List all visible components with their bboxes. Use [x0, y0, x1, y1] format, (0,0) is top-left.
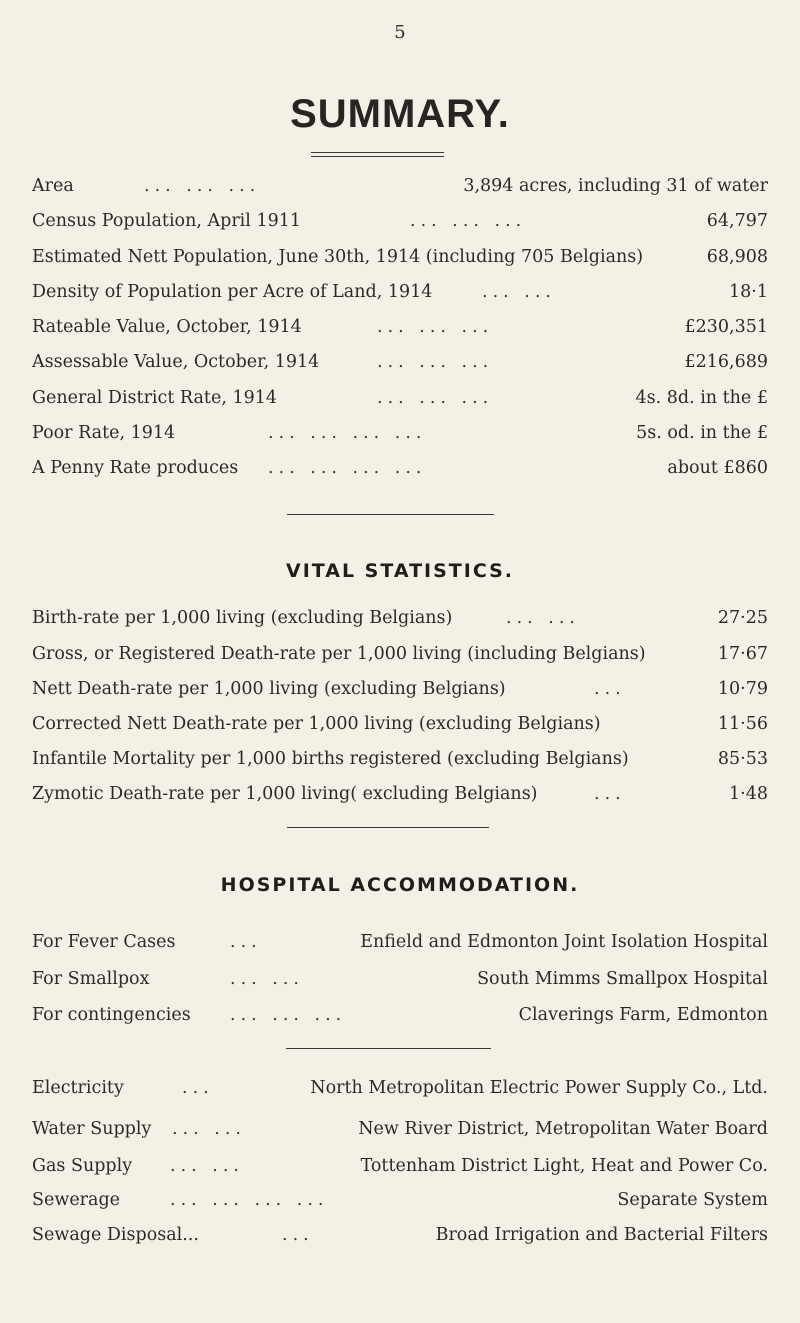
row-leader-dots: ... ... ... [377, 388, 494, 408]
row-label: General District Rate, 1914 [32, 388, 277, 408]
row-label: Density of Population per Acre of Land, 1914 [32, 282, 433, 302]
row-value: 85·53 [717, 749, 768, 769]
row-leader-dots: ... [282, 1225, 314, 1245]
row-value: 4s. 8d. in the £ [635, 388, 768, 408]
row-label: Electricity [32, 1078, 124, 1098]
summary-row-census-population [32, 207, 768, 235]
row-label: Infantile Mortality per 1,000 births registered (excluding Belgians) [32, 749, 629, 769]
row-value: 68,908 [706, 247, 768, 267]
row-value: Claverings Farm, Edmonton [518, 1005, 768, 1025]
row-leader-dots: ... ... [170, 1156, 244, 1176]
service-row-electricity [32, 1074, 768, 1102]
row-value: £216,689 [684, 352, 768, 372]
row-label: Gas Supply [32, 1156, 133, 1176]
vital-row-gross-death-rate [32, 640, 768, 668]
row-leader-dots: ... ... ... [144, 176, 261, 196]
row-value: £230,351 [684, 317, 768, 337]
summary-row-estimated-population [32, 243, 768, 271]
row-leader-dots: ... [230, 932, 262, 952]
row-value: Broad Irrigation and Bacterial Filters [435, 1225, 768, 1245]
row-leader-dots: ... ... ... [410, 211, 527, 231]
service-row-sewage-disposal [32, 1221, 768, 1249]
hospital-row-fever-cases [32, 928, 768, 956]
row-value: 10·79 [717, 679, 768, 699]
row-label: Zymotic Death-rate per 1,000 living( excluding Belgians) [32, 784, 538, 804]
row-value: 27·25 [717, 608, 768, 628]
row-label: Estimated Nett Population, June 30th, 1914 (including 705 Belgians) [32, 247, 644, 267]
row-leader-dots: ... [182, 1078, 214, 1098]
row-label: Sewage Disposal... [32, 1225, 199, 1245]
hospital-accommodation-heading: HOSPITAL ACCOMMODATION. [220, 874, 580, 896]
row-leader-dots: ... [594, 784, 626, 804]
row-leader-dots: ... ... ... [230, 1005, 347, 1025]
summary-row-poor-rate [32, 419, 768, 447]
row-value: 17·67 [717, 644, 768, 664]
section-divider [287, 827, 489, 828]
vital-statistics-heading: VITAL STATISTICS. [285, 560, 515, 582]
row-value: South Mimms Smallpox Hospital [477, 969, 768, 989]
vital-row-nett-death-rate [32, 675, 768, 703]
row-leader-dots: ... ... [172, 1119, 246, 1139]
row-value: Separate System [617, 1190, 768, 1210]
vital-row-zymotic-death-rate [32, 780, 768, 808]
vital-row-infantile-mortality [32, 745, 768, 773]
row-value: New River District, Metropolitan Water Board [358, 1119, 768, 1139]
row-label: Poor Rate, 1914 [32, 423, 176, 443]
row-label: Nett Death-rate per 1,000 living (excluding Belgians) [32, 679, 506, 699]
page-title: SUMMARY. [290, 92, 510, 136]
row-label: Water Supply [32, 1119, 152, 1139]
row-leader-dots: ... [594, 679, 626, 699]
row-leader-dots: ... ... [506, 608, 580, 628]
page-number: 5 [394, 22, 406, 43]
row-label: A Penny Rate produces [32, 458, 239, 478]
row-value: Enfield and Edmonton Joint Isolation Hospital [360, 932, 768, 952]
row-label: Birth-rate per 1,000 living (excluding Belgians) [32, 608, 453, 628]
section-divider [286, 1048, 491, 1049]
row-value: 5s. od. in the £ [636, 423, 768, 443]
row-leader-dots: ... ... [230, 969, 304, 989]
row-leader-dots: ... ... ... ... [268, 458, 427, 478]
row-label: Census Population, April 1911 [32, 211, 301, 231]
hospital-row-contingencies [32, 1001, 768, 1029]
row-label: Corrected Nett Death-rate per 1,000 living (excluding Belgians) [32, 714, 601, 734]
row-leader-dots: ... ... ... ... [268, 423, 427, 443]
row-value: 64,797 [706, 211, 768, 231]
row-label: Gross, or Registered Death-rate per 1,000 living (including Belgians) [32, 644, 646, 664]
summary-row-density [32, 278, 768, 306]
row-value: about £860 [667, 458, 768, 478]
summary-row-general-district-rate [32, 384, 768, 412]
hospital-row-smallpox [32, 965, 768, 993]
row-label: Area [32, 176, 74, 196]
service-row-water-supply [32, 1115, 768, 1143]
section-divider [287, 514, 494, 515]
row-leader-dots: ... ... ... ... [170, 1190, 329, 1210]
row-value: Tottenham District Light, Heat and Power Co. [360, 1156, 768, 1176]
row-value: North Metropolitan Electric Power Supply Co., Ltd. [310, 1078, 768, 1098]
summary-row-penny-rate [32, 454, 768, 482]
row-label: For Smallpox [32, 969, 150, 989]
vital-row-corrected-death-rate [32, 710, 768, 738]
title-double-rule [311, 152, 444, 157]
service-row-sewerage [32, 1186, 768, 1214]
row-value: 1·48 [729, 784, 768, 804]
row-leader-dots: ... ... [482, 282, 556, 302]
vital-row-birth-rate [32, 604, 768, 632]
summary-row-area [32, 172, 768, 200]
row-value: 11·56 [717, 714, 768, 734]
service-row-gas-supply [32, 1152, 768, 1180]
summary-row-rateable-value [32, 313, 768, 341]
row-label: Rateable Value, October, 1914 [32, 317, 302, 337]
row-value: 18·1 [729, 282, 768, 302]
row-leader-dots: ... ... ... [377, 317, 494, 337]
row-value: 3,894 acres, including 31 of water [463, 176, 768, 196]
row-label: For contingencies [32, 1005, 191, 1025]
row-leader-dots: ... ... ... [377, 352, 494, 372]
row-label: For Fever Cases [32, 932, 176, 952]
summary-row-assessable-value [32, 348, 768, 376]
row-label: Assessable Value, October, 1914 [32, 352, 320, 372]
row-label: Sewerage [32, 1190, 121, 1210]
